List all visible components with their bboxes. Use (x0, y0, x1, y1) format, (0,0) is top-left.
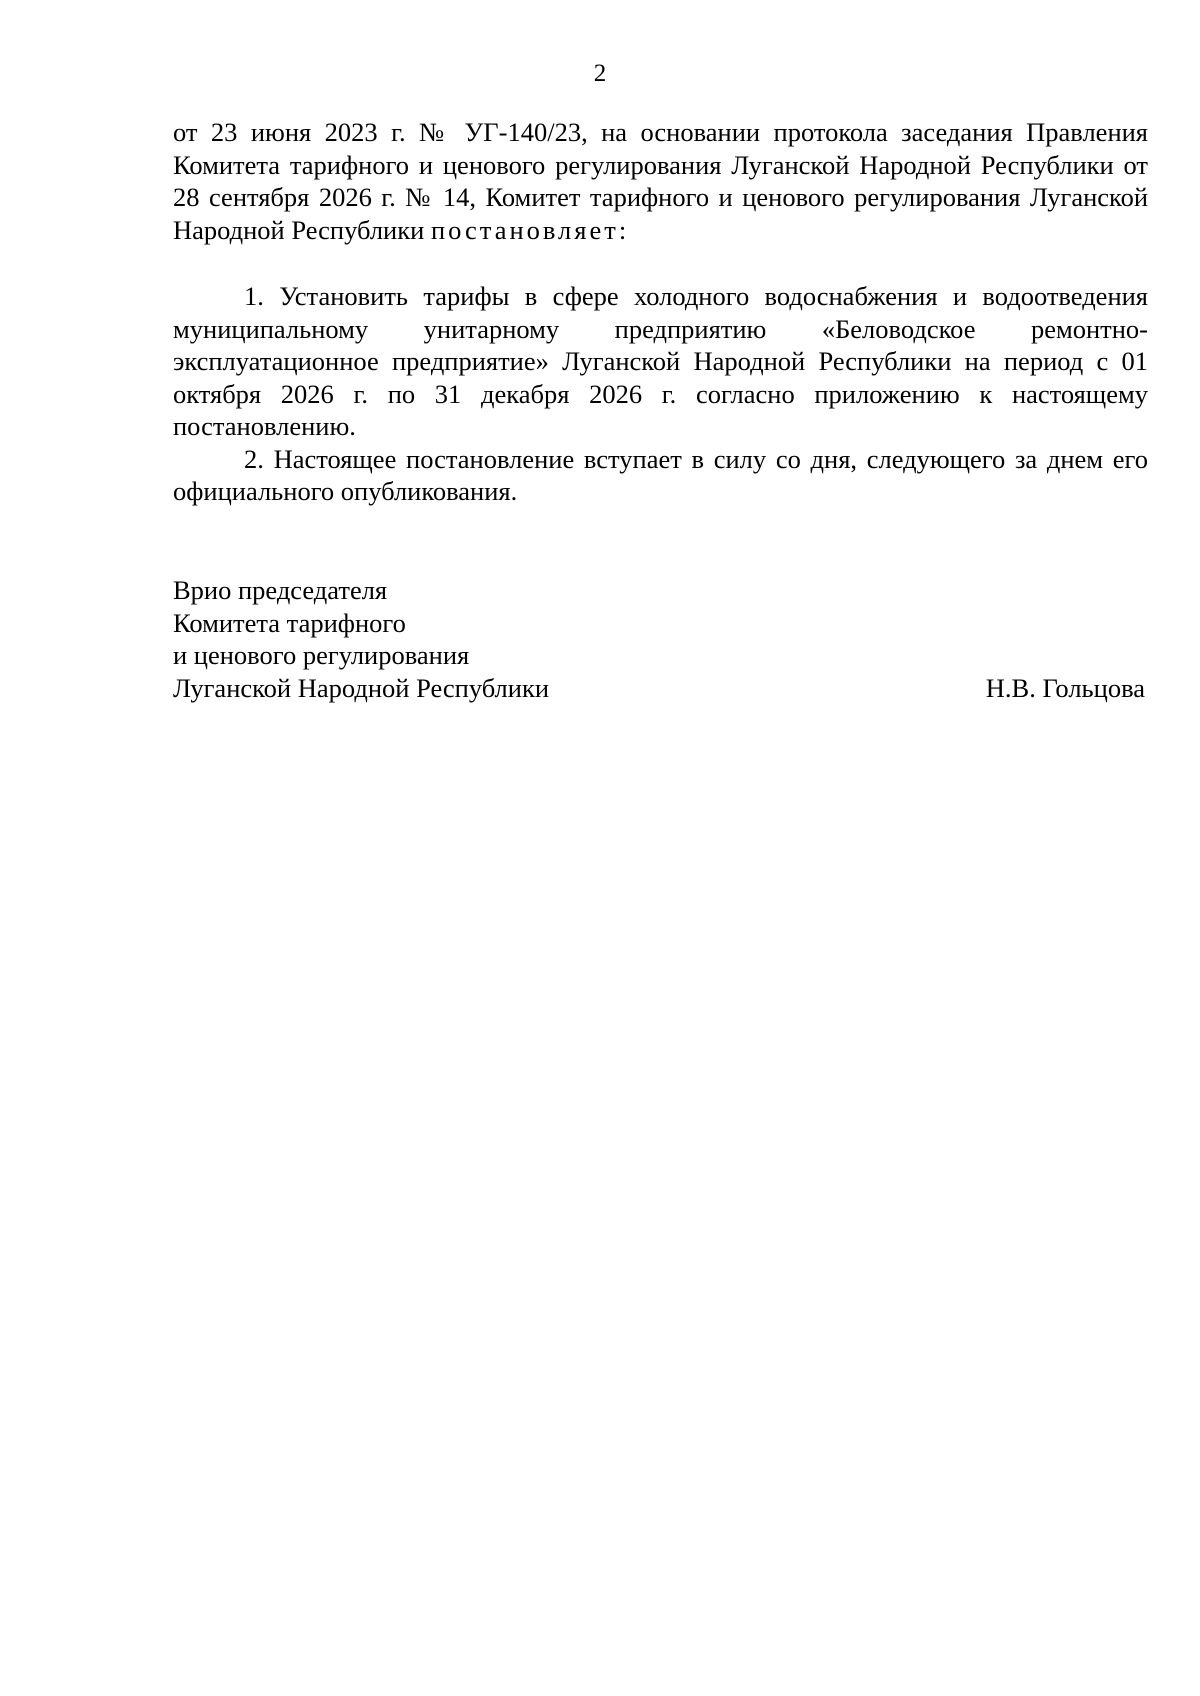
resolution-keyword: постановляет (430, 214, 619, 245)
signature-block (173, 574, 1148, 704)
signatory-name: Н.В. Гольцова (985, 672, 1145, 703)
resolution-item-1: 1. Установить тарифы в сфере холодного водоснабжения и водоотведения муниципальному унитарному предприятию «Беловодское ремонтно-эксплуатационное предприятие» Луганской Народной Республики на период с 01 октября 2026 г. по 31 декабря 2026 г. согласно приложению к настоящему постановлению. (173, 281, 1148, 441)
intro-text-main: от 23 июня 2023 г. № УГ-140/23, на основании протокола заседания Правления Комитета тарифного и ценового регулирования Луганской Народной Республики от 28 сентября 2026 г. № 14, Комитет тарифного и ценового регулирования Луганской Народной Республики (173, 117, 1148, 245)
intro-colon: : (618, 214, 627, 245)
page-number: 2 (593, 60, 607, 87)
intro-text (173, 116, 1148, 246)
signature-position-line-1: Врио председателя (173, 575, 388, 605)
resolution-items (173, 280, 1148, 508)
signature-position-line-2: Комитета тарифного (173, 607, 406, 638)
signature-position-line-4: Луганской Народной Республики (173, 672, 550, 703)
signature-position-line-3: и ценового регулирования (173, 640, 470, 670)
resolution-item-2: 2. Настоящее постановление вступает в силу со дня, следующего за днем его официального опубликования. (173, 443, 1148, 506)
intro-paragraph (173, 116, 1148, 246)
